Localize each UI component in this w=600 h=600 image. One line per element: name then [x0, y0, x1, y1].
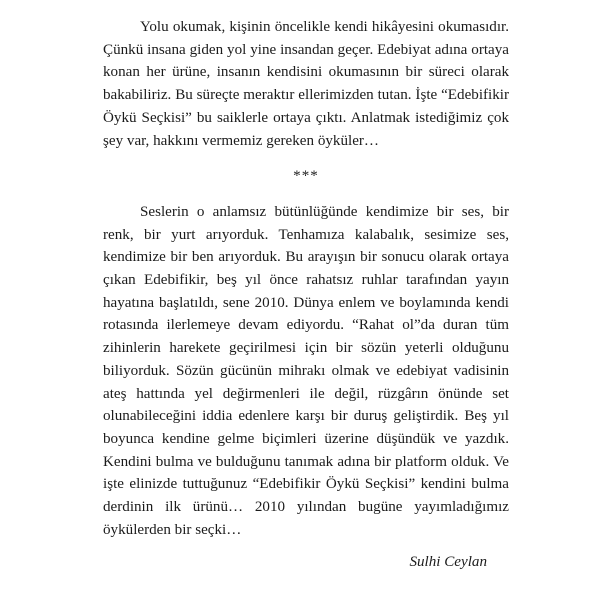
paragraph-first: Yolu okumak, kişinin öncelikle kendi hikâyesini okumasıdır. Çünkü insana giden yol yine insandan geçer. Edebiyat adına ortaya konan her ürüne, insanın kendisini okumasının bir süreci olarak bakabiliriz. Bu süreçte meraktır ellerimizden tutan. İşte “Edebifikir Öykü Seçkisi” bu saiklerle ortaya çıktı. Anlatmak istediğimiz çok şey var, hakkını vermemiz gereken öyküler… [103, 19, 509, 149]
paragraph-second: Seslerin o anlamsız bütünlüğünde kendimize bir ses, bir renk, bir yurt arıyorduk. Tenhamıza kalabalık, sesimize ses, kendimize bir ben arıyorduk. Bu arayışın bir sonucu olarak ortaya çıkan Edebifikir, beş yıl önce rahatsız ruhlar tarafından yayın hayatına başlatıldı, sene 2010. Dünya enlem ve boylamında kendi rotasında ilerlemeye devam ediyordu. “Rahat ol”da duran tüm zihinlerin harekete geçirilmesi için bir sözün yeterli olduğunu biliyorduk. Sözün gücünün mihrakı olmak ve edebiyat vadisinin ateş hattında yel değirmenleri ile değil, rüzgârın önünde set olunabileceğini iddia edenlere karşı bir duruş geliştirdik. Beş yıl boyunca kendine gelme biçimleri üzerine düşündük ve yazdık. Kendini bulma ve bulduğunu tanımak adına bir platform olduk. Ve işte elinizde tuttuğunuz “Edebifikir Öykü Seçkisi” kendini bulma derdinin ilk ürünü… 2010 yılından bugüne yayımladığımız öykülerden bir seçki… [103, 203, 509, 538]
author-signature: Sulhi Ceylan [409, 554, 487, 570]
section-separator: *** [293, 168, 319, 185]
signature-area [103, 552, 509, 572]
page-text-block [103, 16, 509, 541]
